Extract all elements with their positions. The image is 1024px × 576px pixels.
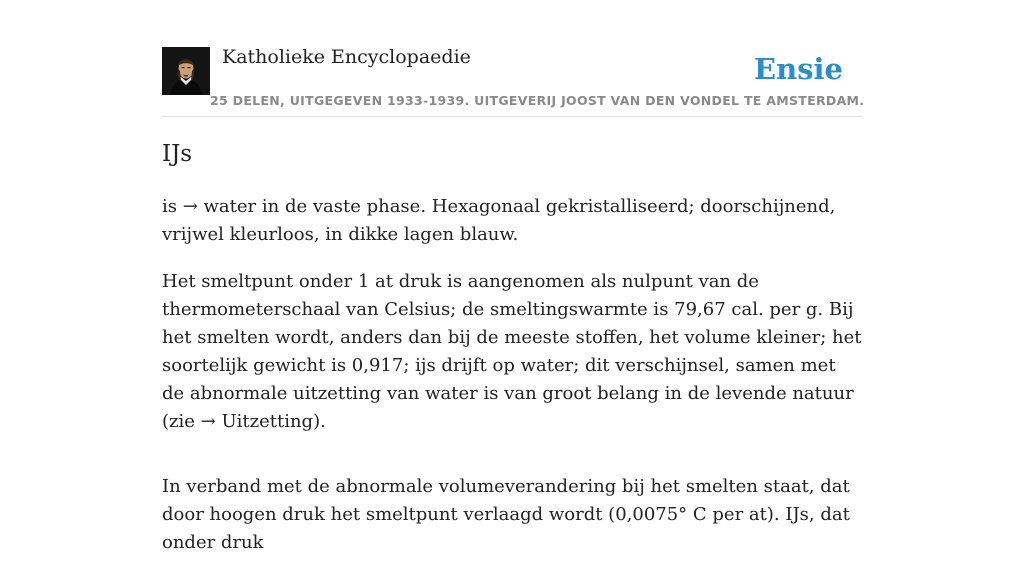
portrait-image	[162, 47, 210, 95]
source-subtitle: 25 DELEN, UITGEGEVEN 1933-1939. UITGEVERIJ JOOST VAN DEN VONDEL TE AMSTERDAM.	[210, 93, 865, 108]
entry-title: IJs	[162, 141, 193, 167]
entry-paragraph: In verband met de abnormale volumeverandering bij het smelten staat, dat door hoogen druk het smeltpunt verlaagd wordt (0,0075° C per at). IJs, dat onder druk	[162, 476, 850, 553]
brand-logo[interactable]: Ensie	[754, 52, 843, 86]
portrait-icon[interactable]	[162, 47, 210, 95]
source-header	[162, 0, 865, 117]
page-container	[162, 0, 865, 553]
entry-paragraph: Het smeltpunt onder 1 at druk is aangenomen als nulpunt van de thermometerschaal van Celsius; de smeltingswarmte is 79,67 cal. per g. Bij het smelten wordt, anders dan bij de meeste stoffen, het volume kleiner; het soortelijk gewicht is 0,917; ijs drijft op water; dit verschijnsel, samen met de abnormale uitzetting van water is van groot belang in de levende natuur (zie → Uitzetting).	[162, 271, 862, 432]
source-title[interactable]: Katholieke Encyclopaedie	[222, 46, 471, 68]
entry-paragraph: is → water in de vaste phase. Hexagonaal gekristalliseerd; doorschijnend, vrijwel kleurloos, in dikke lagen blauw.	[162, 196, 836, 245]
entry-body	[162, 193, 862, 576]
